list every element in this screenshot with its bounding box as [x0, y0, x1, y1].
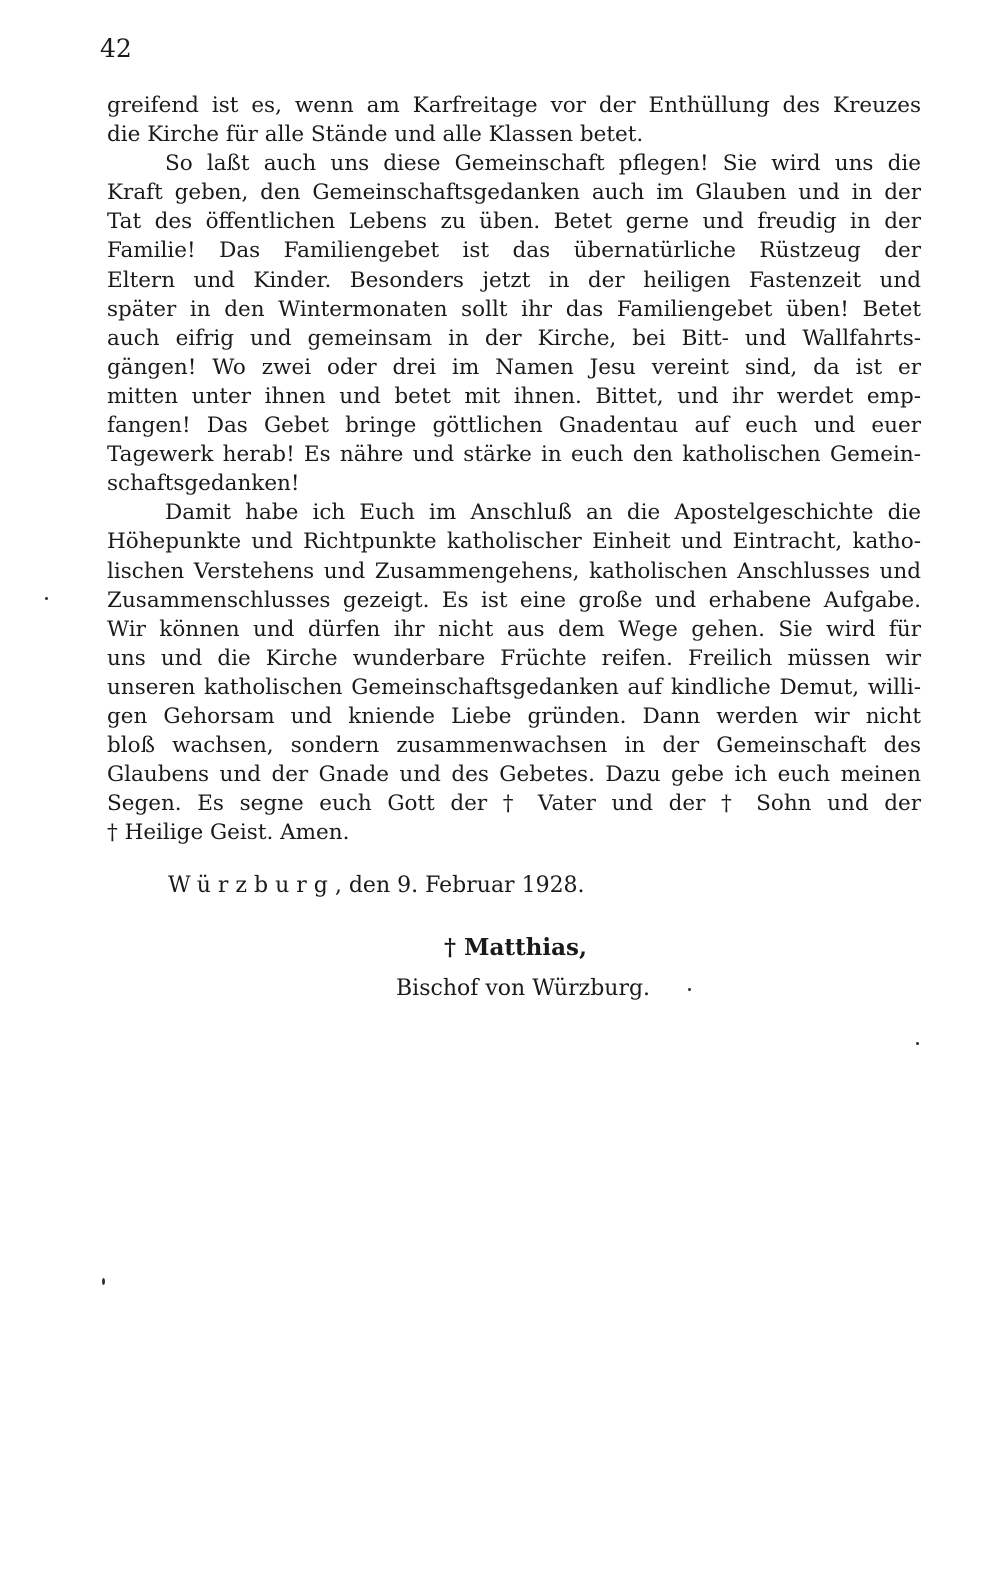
text-line: gängen! Wo zwei oder drei im Namen Jesu vereint sind, da ist er: [107, 354, 921, 380]
scan-speck: [916, 1042, 919, 1045]
text-line: uns und die Kirche wunderbare Früchte reifen. Freilich müssen wir: [107, 645, 921, 671]
text-line: Tat des öffentlichen Lebens zu üben. Betet gerne und freudig in der: [107, 209, 921, 235]
text-line: Familie! Das Familiengebet ist das übernatürliche Rüstzeug der: [107, 238, 921, 264]
text-line: lischen Verstehens und Zusammengehens, katholischen Anschlusses und: [107, 558, 921, 584]
signature-title: Bischof von Würzburg.: [396, 976, 651, 1001]
text-line: Segen. Es segne euch Gott der † Vater und der † Sohn und der: [107, 791, 921, 817]
scan-speck: [688, 988, 691, 991]
text-line: unseren katholischen Gemeinschaftsgedanken auf kindliche Demut, willi-: [107, 674, 921, 700]
dateline-place: Würzburg: [168, 873, 335, 898]
text-line: Glaubens und der Gnade und des Gebetes. Dazu gebe ich euch meinen: [107, 762, 921, 788]
dateline-date: , den 9. Februar 1928.: [334, 873, 585, 898]
text-line: Kraft geben, den Gemeinschaftsgedanken auch im Glauben und in der: [107, 180, 921, 206]
text-line: gen Gehorsam und kniende Liebe gründen. Dann werden wir nicht: [107, 703, 921, 729]
text-line: Höhepunkte und Richtpunkte katholischer Einheit und Eintracht, katho-: [107, 529, 921, 555]
text-line: greifend ist es, wenn am Karfreitage vor der Enthüllung des Kreuzes: [107, 93, 921, 118]
text-line: Tagewerk herab! Es nähre und stärke in euch den katholischen Gemein-: [107, 442, 921, 468]
page-number: 42: [100, 34, 132, 63]
body-text: [107, 91, 921, 847]
scan-speck: [102, 1278, 105, 1285]
text-line: mitten unter ihnen und betet mit ihnen. Bittet, und ihr werdet emp-: [107, 383, 921, 409]
text-line: Damit habe ich Euch im Anschluß an die Apostelgeschichte die: [165, 500, 921, 526]
text-line: bloß wachsen, sondern zusammenwachsen in der Gemeinschaft des: [107, 733, 921, 759]
scan-speck: [45, 597, 48, 600]
text-line: schaftsgedanken!: [107, 471, 300, 497]
text-line: die Kirche für alle Stände und alle Klassen betet.: [107, 122, 644, 148]
text-line: Wir können und dürfen ihr nicht aus dem Wege gehen. Sie wird für: [107, 616, 921, 642]
signature-name: † Matthias,: [444, 934, 587, 961]
dateline: [168, 871, 585, 901]
text-line: fangen! Das Gebet bringe göttlichen Gnadentau auf euch und euer: [107, 413, 921, 439]
text-line: Zusammenschlusses gezeigt. Es ist eine große und erhabene Aufgabe.: [107, 587, 921, 613]
text-line: auch eifrig und gemeinsam in der Kirche, bei Bitt- und Wallfahrts-: [107, 325, 921, 351]
text-line: † Heilige Geist. Amen.: [107, 820, 350, 846]
text-line: Eltern und Kinder. Besonders jetzt in der heiligen Fastenzeit und: [107, 267, 921, 293]
text-line: später in den Wintermonaten sollt ihr das Familiengebet üben! Betet: [107, 296, 921, 322]
text-line: So laßt auch uns diese Gemeinschaft pflegen! Sie wird uns die: [165, 151, 921, 177]
